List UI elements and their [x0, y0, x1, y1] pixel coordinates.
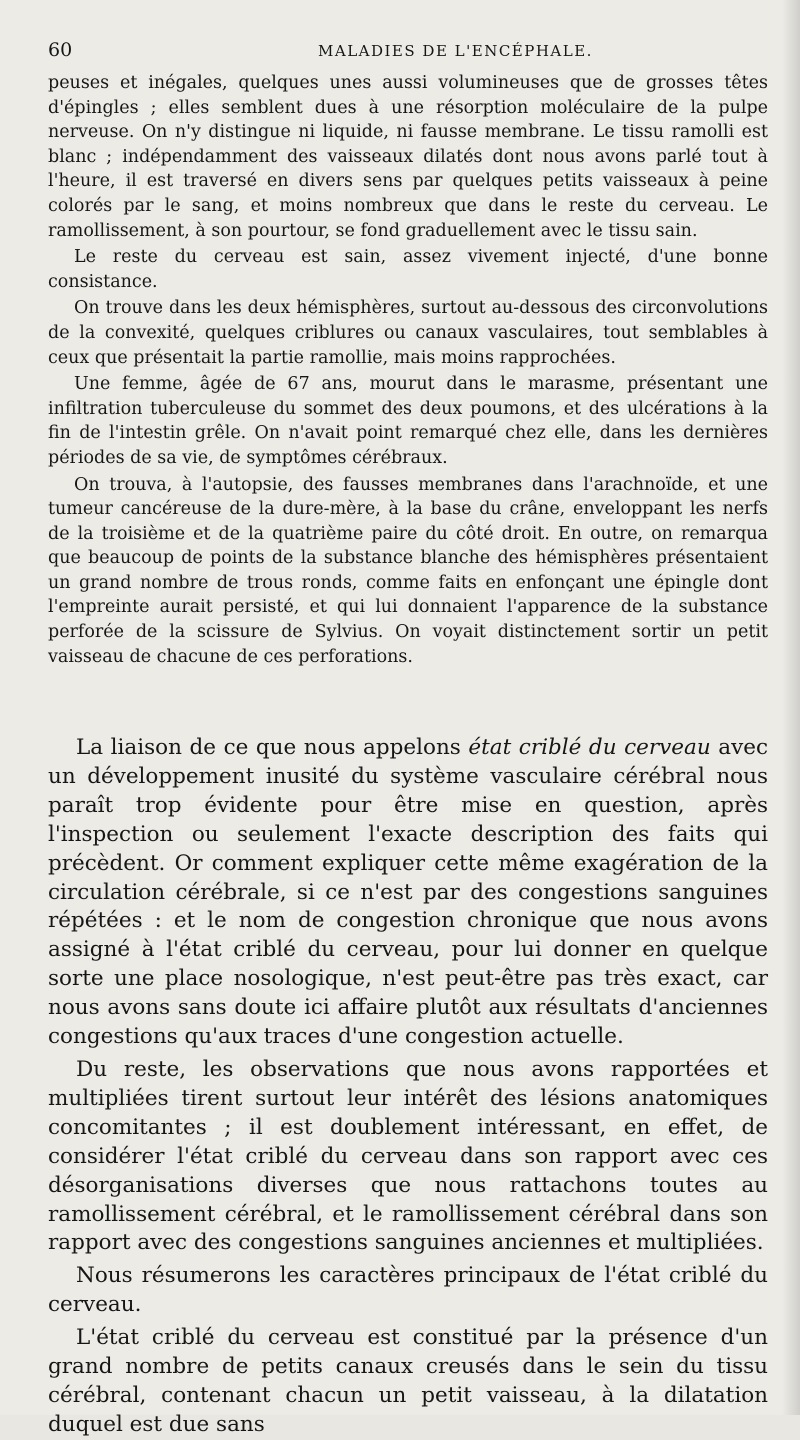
paragraph: Le reste du cerveau est sain, assez vivement injecté, d'une bonne consistance.	[48, 247, 768, 292]
paragraph-continued: peuses et inégales, quelques unes aussi volumineuses que de grosses têtes d'épingles ; elles semblent dues à une résorption moléculaire de la pulpe nerveuse. On n'y distingue ni liquide, ni fausse membrane. Le tissu ramolli est blanc ; indépendamment des vaisseaux dilatés dont nous avons parlé tout à l'heure, il est traversé en divers sens par quelques petits vaisseaux à peine colorés par le sang, et moins nombreux que dans le reste du cerveau. Le ramollissement, à son pourtour, se fond graduellement avec le tissu sain.	[48, 73, 768, 241]
text-run: avec un développement inusité du système vasculaire cérébral nous paraît trop évidente pour être mise en question, après l'inspection ou seulement l'exacte description des faits qui précèdent. Or comment expliquer cette même exagération de la circulation cérébrale, si ce n'est par des congestions sanguines répétées : et le nom de congestion chronique que nous avons assigné à l'état criblé du cerveau, pour lui donner en quelque sorte une place nosologique, n'est peut-être pas très exact, car nous avons sans doute ici affaire plutôt aux résultats d'anciennes congestions qu'aux traces d'une congestion actuelle.	[48, 735, 768, 1050]
paragraph	[48, 734, 768, 1052]
case-observation-text	[48, 71, 768, 669]
paragraph: Du reste, les observations que nous avons rapportées et multipliées tirent surtout leur intérêt des lésions anatomiques concomitantes ; il est doublement intéressant, en effet, de considérer l'état criblé du cerveau dans son rapport avec ces désorganisations diverses que nous rattachons toutes au ramollissement cérébral, et le ramollissement cérébral dans son rapport avec des congestions sanguines anciennes et multipliées.	[48, 1056, 768, 1256]
page-header	[48, 38, 768, 66]
paragraph: On trouva, à l'autopsie, des fausses membranes dans l'arachnoïde, et une tumeur cancéreuse de la dure-mère, à la base du crâne, enveloppant les nerfs de la troisième et de la quatrième paire du côté droit. En outre, on remarqua que beaucoup de points de la substance blanche des hémisphères présentaient un grand nombre de trous ronds, comme faits en enfonçant une épingle dont l'empreinte aurait persisté, et qui lui donnaient l'apparence de la substance perforée de la scissure de Sylvius. On voyait distinctement sortir un petit vaisseau de chacune de ces perforations.	[48, 474, 768, 667]
text-run: La liaison de ce que nous appelons	[76, 735, 469, 760]
paragraph: L'état criblé du cerveau est constitué par la présence d'un grand nombre de petits canaux creusés dans le sein du tissu cérébral, contenant chacun un petit vaisseau, à la dilatation duquel est due sans	[48, 1325, 768, 1437]
paragraph: On trouve dans les deux hémisphères, surtout au-dessous des circonvolutions de la convexité, quelques criblures ou canaux vasculaires, tout semblables à ceux que présentait la partie ramollie, mais moins rapprochées.	[48, 298, 768, 368]
italic-term: état criblé du cerveau	[468, 735, 711, 760]
paragraph: Une femme, âgée de 67 ans, mourut dans le marasme, présentant une infiltration tuberculeuse du sommet des deux poumons, et des ulcérations à la fin de l'intestin grêle. On n'avait point remarqué chez elle, dans les dernières périodes de sa vie, de symptômes cérébraux.	[48, 374, 768, 468]
paragraph: Nous résumerons les caractères principaux de l'état criblé du cerveau.	[48, 1263, 768, 1318]
discussion-text	[48, 734, 768, 1440]
page-number: 60	[48, 39, 73, 61]
page-edge-shadow	[782, 0, 800, 1415]
running-head: MALADIES DE L'ENCÉPHALE.	[318, 42, 593, 60]
